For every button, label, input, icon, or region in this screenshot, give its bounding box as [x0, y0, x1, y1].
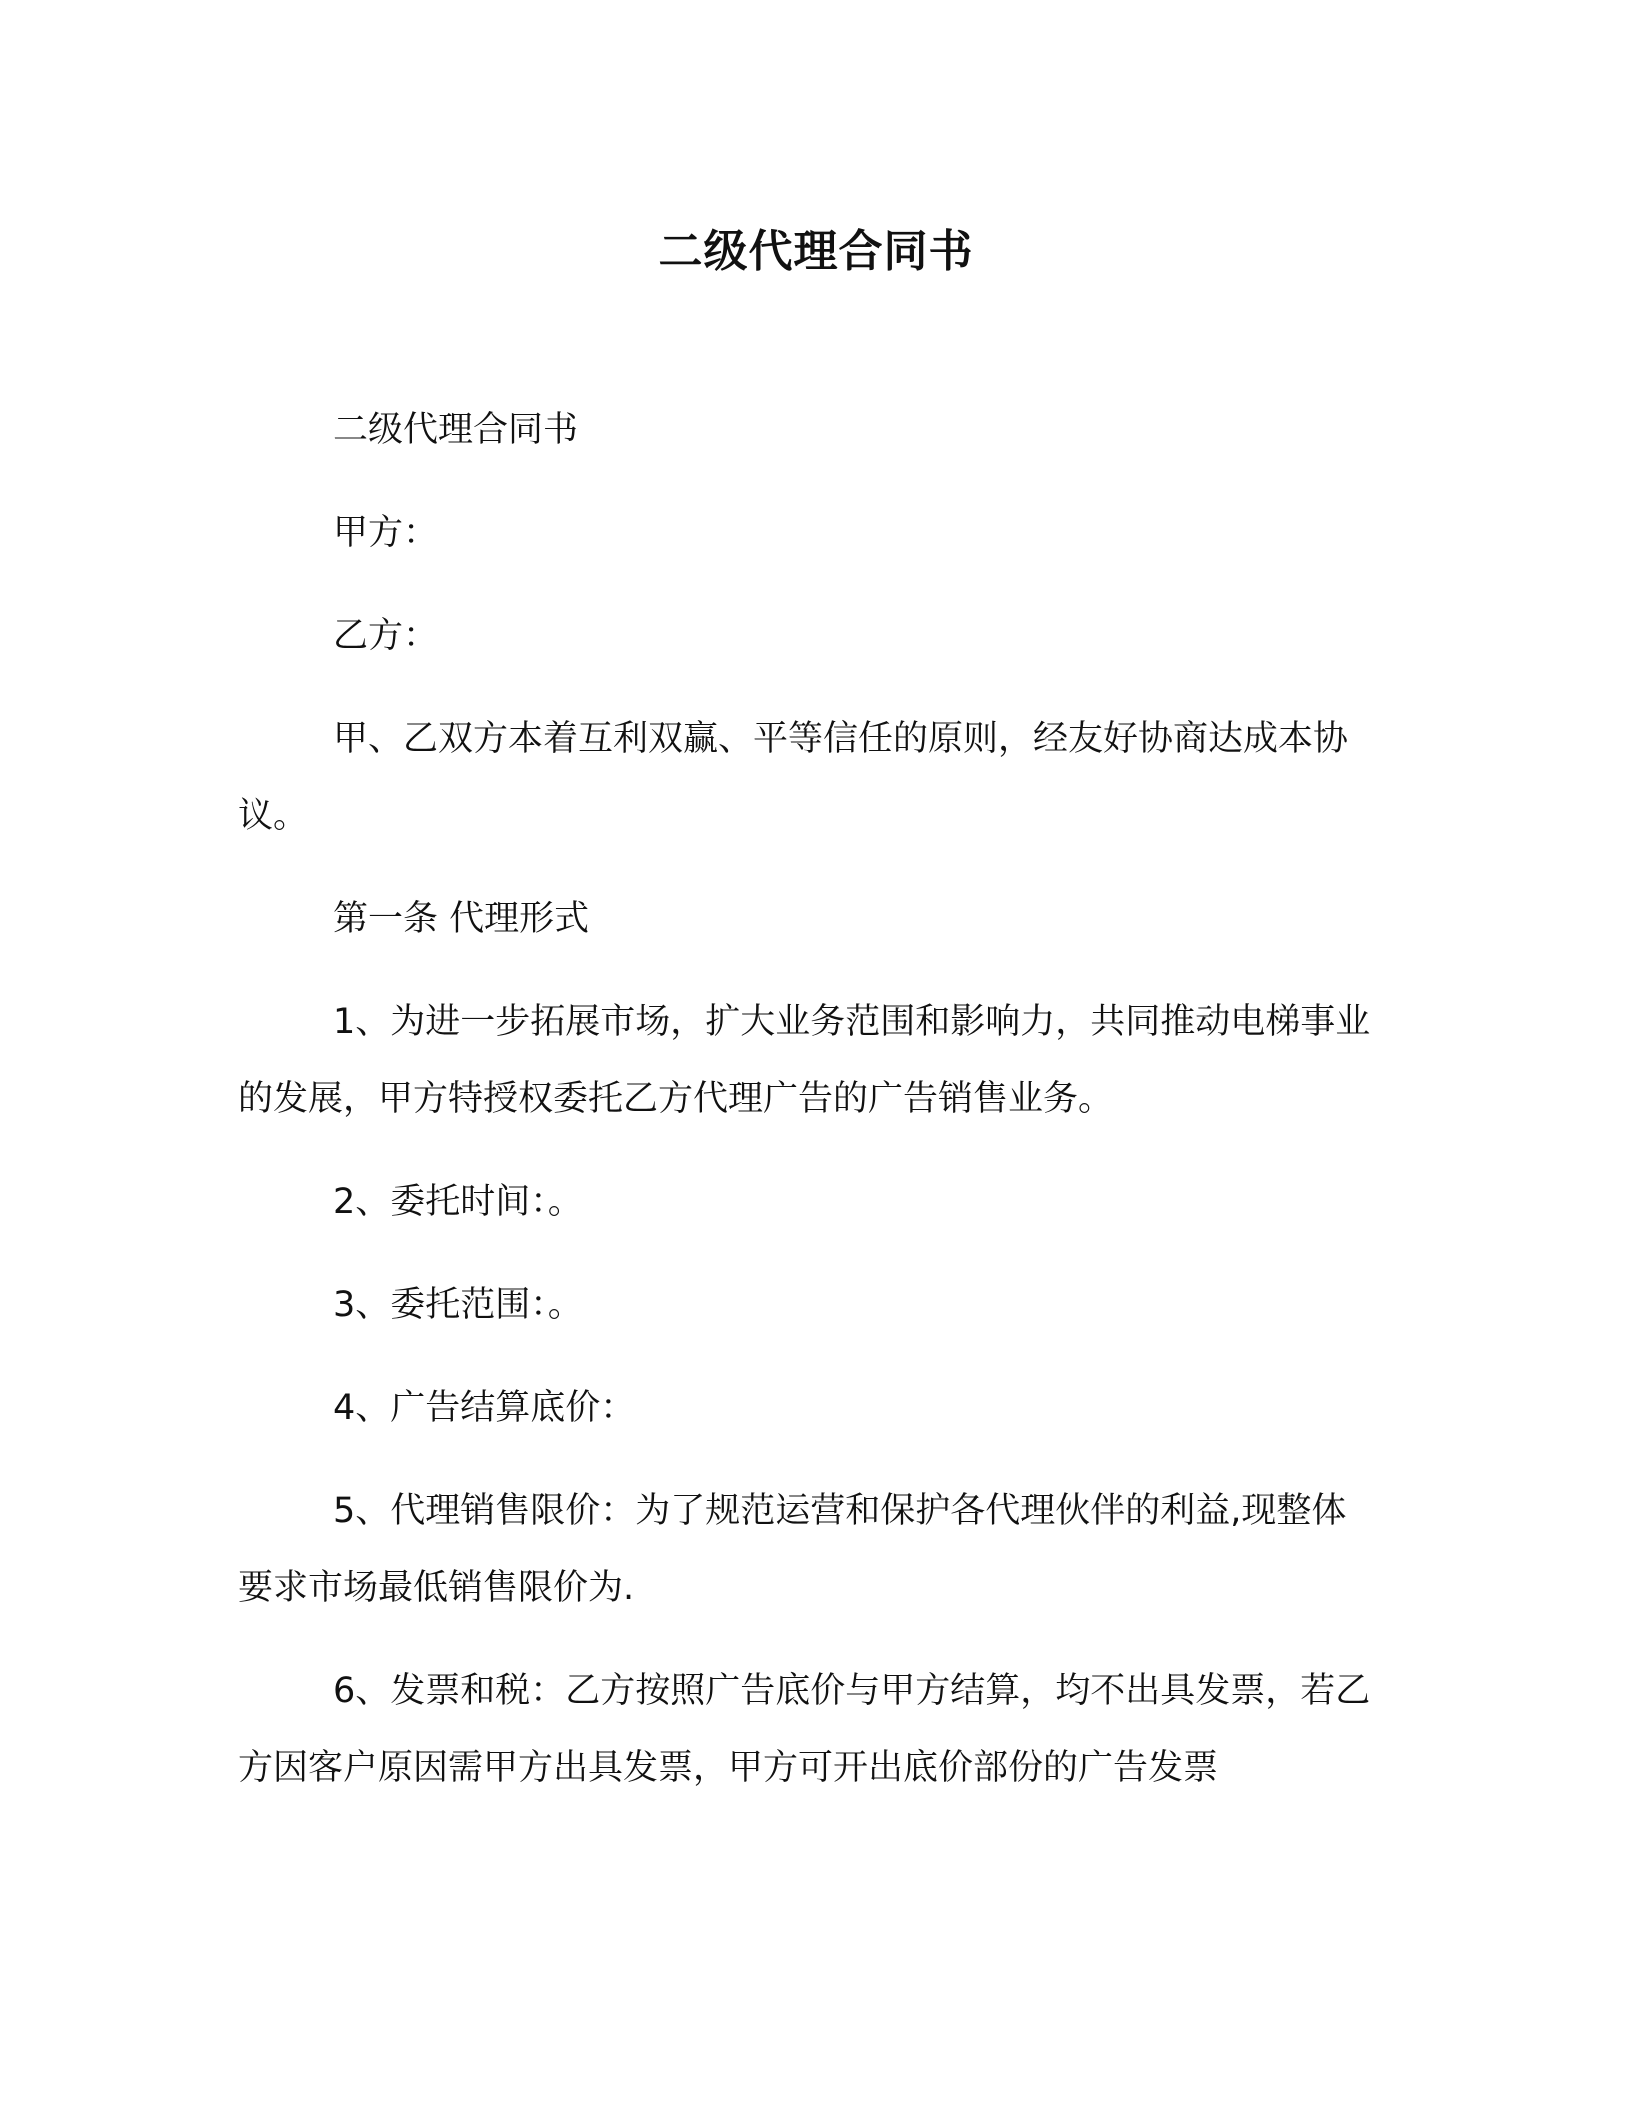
paragraph-clause-6: 6、发票和税：乙方按照广告底价与甲方结算，均不出具发票，若乙方因客户原因需甲方出具发票，甲方可开出底价部份的广告发票: [238, 1671, 1371, 1788]
paragraph-clause-1: 1、为进一步拓展市场，扩大业务范围和影响力，共同推动电梯事业的发展，甲方特授权委托乙方代理广告的广告销售业务。: [238, 1002, 1371, 1119]
paragraph-article-1-heading: 第一条 代理形式: [333, 899, 590, 939]
paragraph-party-b: 乙方：: [333, 616, 439, 656]
paragraph-clause-4: 4、广告结算底价：: [333, 1388, 636, 1428]
paragraph-subtitle: 二级代理合同书: [333, 410, 579, 450]
document-title: 二级代理合同书: [658, 226, 974, 277]
paragraph-clause-3: 3、委托范围：。: [333, 1285, 583, 1325]
paragraph-clause-5: 5、代理销售限价：为了规范运营和保护各代理伙伴的利益,现整体要求市场最低销售限价为.: [238, 1491, 1347, 1608]
document-body: [238, 392, 1378, 1833]
paragraph-party-a: 甲方：: [333, 513, 439, 553]
paragraph-clause-2: 2、委托时间：。: [333, 1182, 583, 1222]
paragraph-preamble: 甲、乙双方本着互利双赢、平等信任的原则，经友好协商达成本协议。: [238, 719, 1349, 836]
